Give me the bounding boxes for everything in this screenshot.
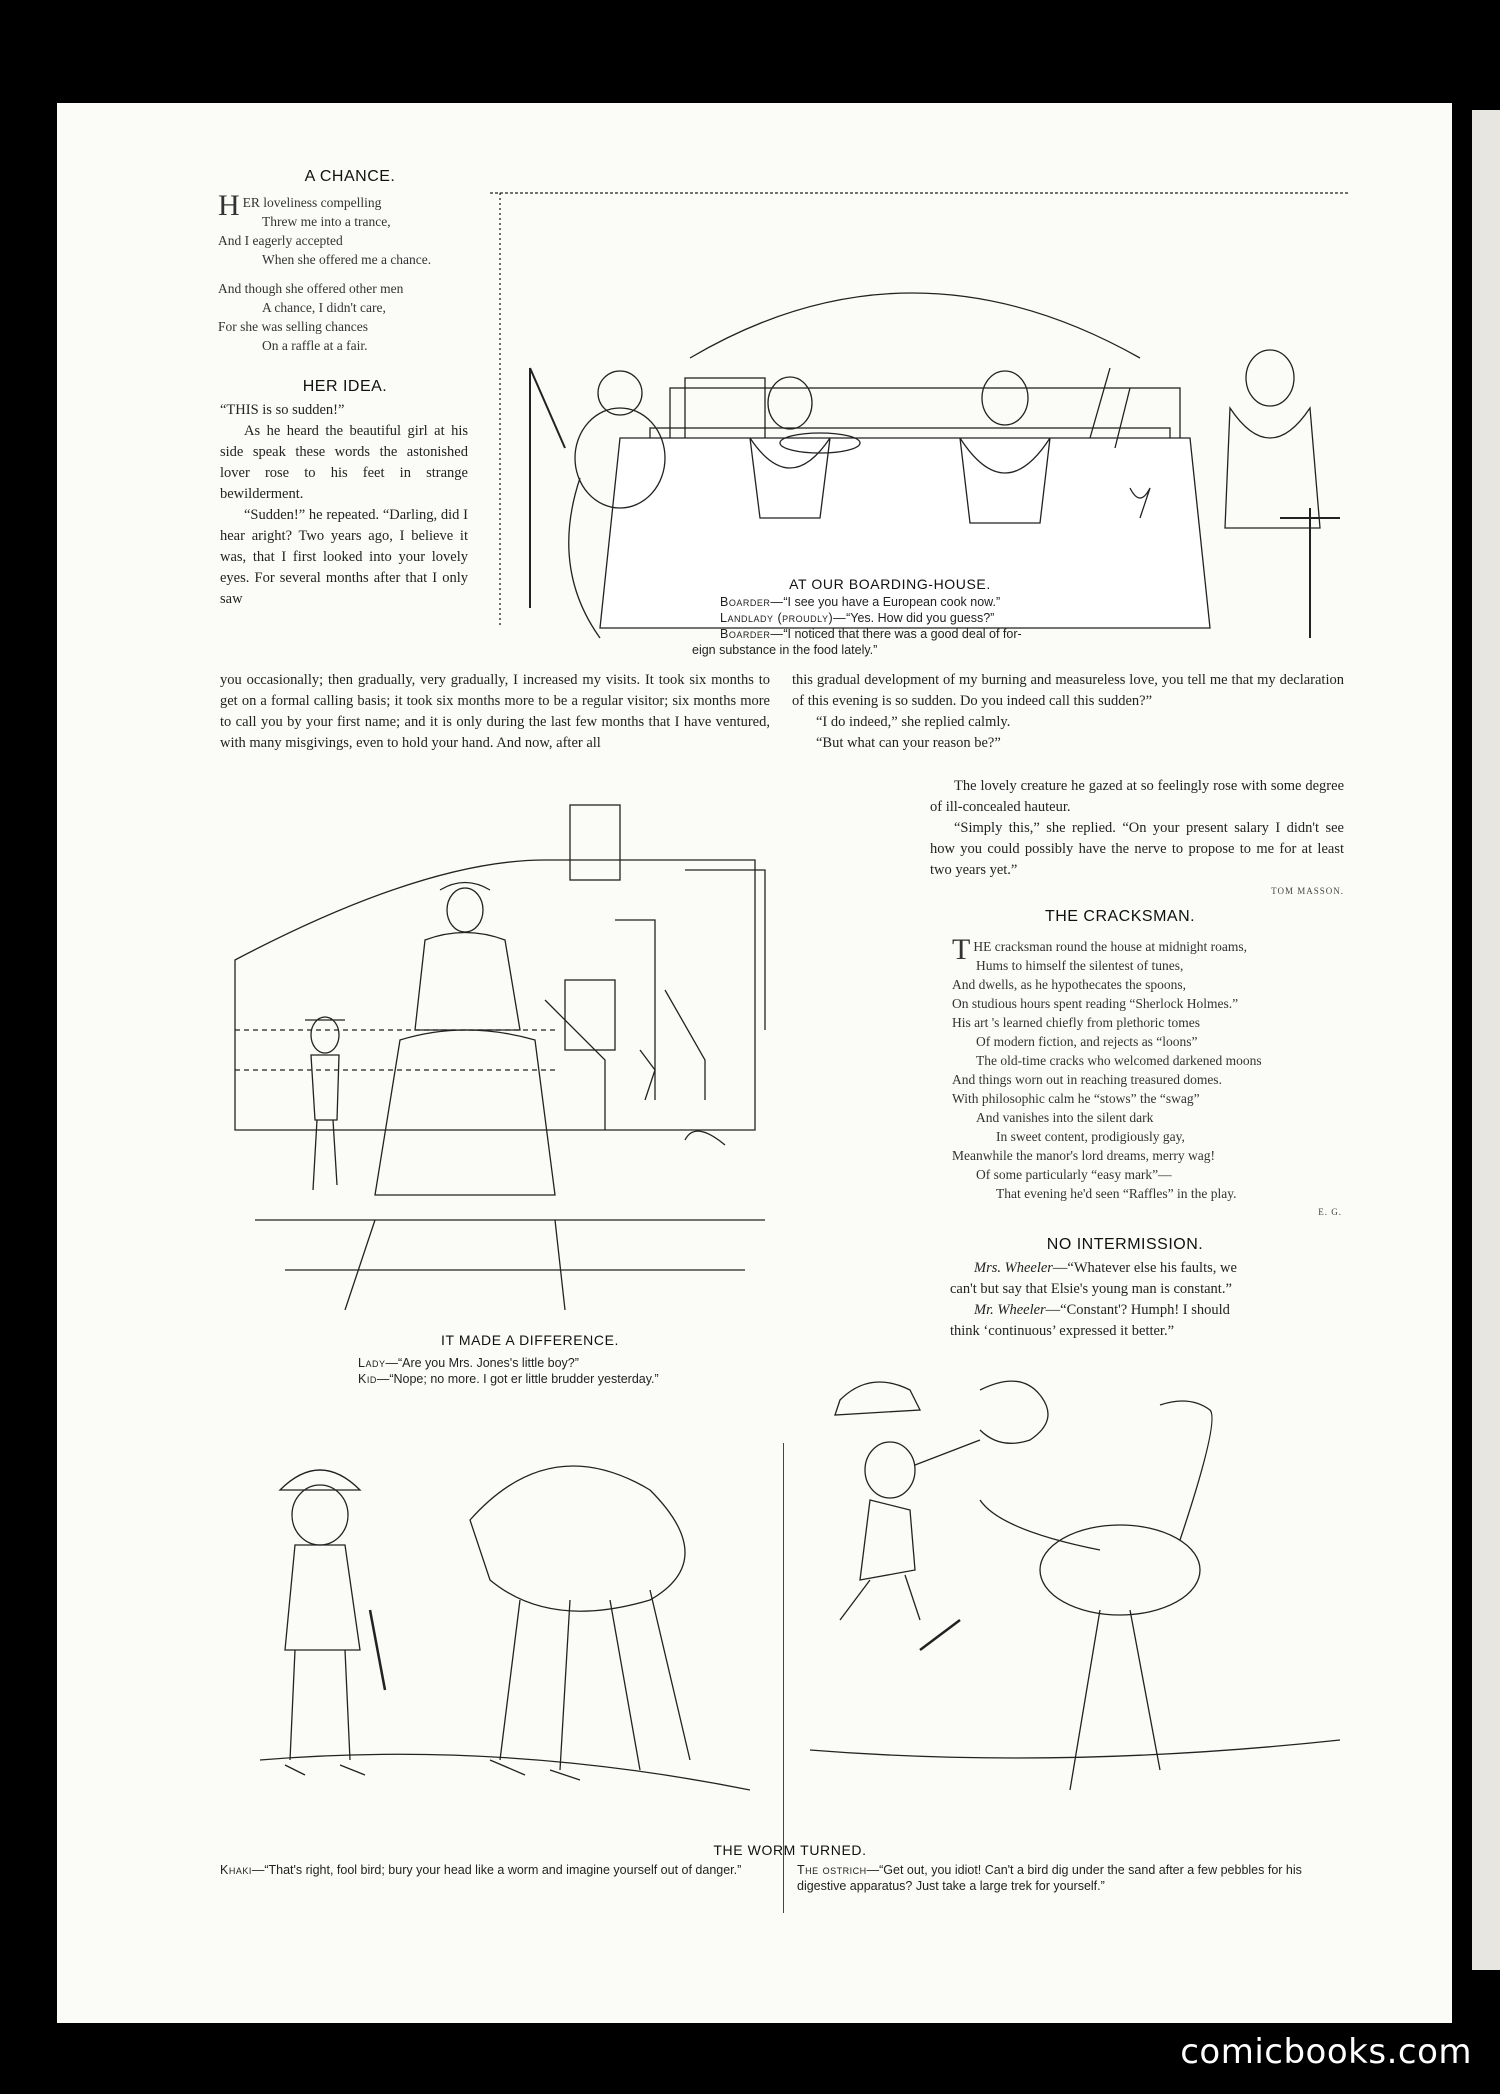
speaker: The ostrich [797, 1863, 867, 1877]
dialogue: eign substance in the food lately.” [692, 643, 878, 657]
ostrich-kick-illustration [800, 1370, 1360, 1820]
story-paragraph: As he heard the beautiful girl at his side speak these words the astonished lover rose to his feet in strange bewilderment. [220, 423, 468, 502]
verse-line: Of modern fiction, and rejects as “loons” [976, 1034, 1198, 1049]
verse-line: Hums to himself the silentest of tunes, [976, 958, 1184, 973]
her-idea-narrow-column [220, 400, 468, 610]
caption-difference [358, 1355, 788, 1387]
her-idea-left-column [220, 670, 770, 754]
verse-line: And dwells, as he hypothecates the spoons, [952, 977, 1186, 992]
speaker: Lady [358, 1356, 386, 1370]
drop-cap: H [218, 189, 240, 222]
story-paragraph: “Sudden!” he repeated. “Darling, did I hear aright? Two years ago, I believe it was, that I first looked into your lovely eyes. For several months after that I only saw [220, 507, 468, 607]
dialogue: —“Constant'? Humph! I should [1045, 1302, 1230, 1318]
poem-title-cracksman: THE CRACKSMAN. [1044, 908, 1196, 925]
ostrich-kick-drawing [800, 1370, 1360, 1820]
no-intermission-text [950, 1258, 1345, 1342]
author-signature: E. G. [1318, 1207, 1342, 1217]
verse-line: On a raffle at a fair. [262, 338, 368, 353]
poem-cracksman [952, 933, 1342, 1222]
dialogue: —“Are you Mrs. Jones's little boy?” [385, 1356, 579, 1370]
verse-line: Meanwhile the manor's lord dreams, merry wag! [952, 1148, 1215, 1163]
her-idea-right-column [792, 670, 1344, 754]
dialogue: can't but say that Elsie's young man is constant.” [950, 1281, 1232, 1297]
verse-line: Threw me into a trance, [262, 214, 391, 229]
verse-line: And though she offered other men [218, 281, 404, 296]
her-idea-right-narrow [930, 776, 1344, 902]
caption-worm-right [797, 1862, 1347, 1894]
verse-line: Of some particularly “easy mark”— [976, 1167, 1172, 1182]
dialogue: “I noticed that there was a good deal of for- [783, 627, 1022, 641]
story-paragraph: you occasionally; then gradually, very gradually, I increased my visits. It took six months to get on a formal calling basis; it took six months more to be a regular visitor; six months more to call you by your first name; and it is only during the last few months that I have ventured, with many misgivings, even to hold your hand. And now, after all [220, 672, 770, 751]
verse-line: And things worn out in reaching treasured domes. [952, 1072, 1222, 1087]
verse-line: With philosophic calm he “stows” the “swag” [952, 1091, 1200, 1106]
verse-line: And vanishes into the silent dark [976, 1110, 1154, 1125]
speaker: Boarder— [720, 627, 784, 641]
dialogue: —“Get out, you idiot! Can't a bird dig under the sand after a few pebbles for his digestive apparatus? Just take a large trek for yourself.” [797, 1863, 1302, 1893]
verse-line: When she offered me a chance. [262, 252, 432, 267]
street-scene-illustration [225, 800, 785, 1310]
street-scene-drawing [225, 800, 785, 1310]
caption-worm-left [220, 1862, 760, 1878]
verse-line: ER loveliness compelling [242, 195, 382, 210]
verse-line: For she was selling chances [218, 319, 368, 334]
caption-boarding [692, 594, 1140, 658]
soldier-ostrich-drawing [250, 1430, 760, 1820]
speaker: Mrs. Wheeler [974, 1260, 1053, 1276]
story-paragraph: The lovely creature he gazed at so feelingly rose with some degree of ill-concealed hauteur. [930, 778, 1344, 815]
speaker: Landlady (proudly)— [720, 611, 847, 625]
verse-line: The old-time cracks who welcomed darkened moons [976, 1053, 1262, 1068]
dialogue: —“Whatever else his faults, we [1052, 1260, 1237, 1276]
page-edge [1472, 110, 1500, 1970]
dialogue: “Yes. How did you guess?” [846, 611, 995, 625]
verse-line: HE cracksman round the house at midnight roams, [973, 939, 1248, 954]
verse-line: And I eagerly accepted [218, 233, 343, 248]
site-watermark: comicbooks.com [1180, 2032, 1472, 2072]
dialogue: —“Nope; no more. I got er little brudder yesterday.” [376, 1372, 659, 1386]
dialogue: —“That's right, fool bird; bury your head like a worm and imagine yourself out of danger.” [251, 1863, 742, 1877]
story-paragraph: this gradual development of my burning and measureless love, you tell me that my declaration of this evening is so sudden. Do you indeed call this sudden?” [792, 672, 1344, 709]
soldier-ostrich-illustration [250, 1430, 760, 1820]
speaker: Boarder— [720, 595, 784, 609]
author-signature: TOM MASSON. [1271, 886, 1344, 896]
speaker: Mr. Wheeler [974, 1302, 1046, 1318]
caption-title-worm: THE WORM TURNED. [713, 1842, 867, 1858]
poem-chance [218, 189, 478, 355]
verse-line: A chance, I didn't care, [262, 300, 386, 315]
dialogue: “I see you have a European cook now.” [783, 595, 1001, 609]
story-title-no-intermission: NO INTERMISSION. [1046, 1236, 1204, 1253]
poem-title-chance: A CHANCE. [304, 168, 396, 185]
dialogue: think ‘continuous’ expressed it better.” [950, 1323, 1175, 1339]
speaker: Khaki [220, 1863, 252, 1877]
story-title-her-idea: HER IDEA. [302, 378, 388, 395]
story-paragraph: “Simply this,” she replied. “On your present salary I didn't see how you could possibly have the nerve to propose to me for at least two years yet.” [930, 820, 1344, 878]
speaker: Kid [358, 1372, 377, 1386]
caption-title-boarding: AT OUR BOARDING-HOUSE. [789, 576, 991, 592]
verse-line: On studious hours spent reading “Sherlock Holmes.” [952, 996, 1239, 1011]
verse-line: His art 's learned chiefly from plethoric tomes [952, 1015, 1200, 1030]
caption-title-difference: IT MADE A DIFFERENCE. [440, 1332, 620, 1348]
story-opening: “THIS is so sudden!” [220, 402, 345, 418]
verse-line: In sweet content, prodigiously gay, [996, 1129, 1185, 1144]
verse-line: That evening he'd seen “Raffles” in the play. [996, 1186, 1237, 1201]
story-paragraph: “But what can your reason be?” [816, 735, 1001, 751]
drop-cap: T [952, 933, 971, 966]
story-paragraph: “I do indeed,” she replied calmly. [816, 714, 1011, 730]
